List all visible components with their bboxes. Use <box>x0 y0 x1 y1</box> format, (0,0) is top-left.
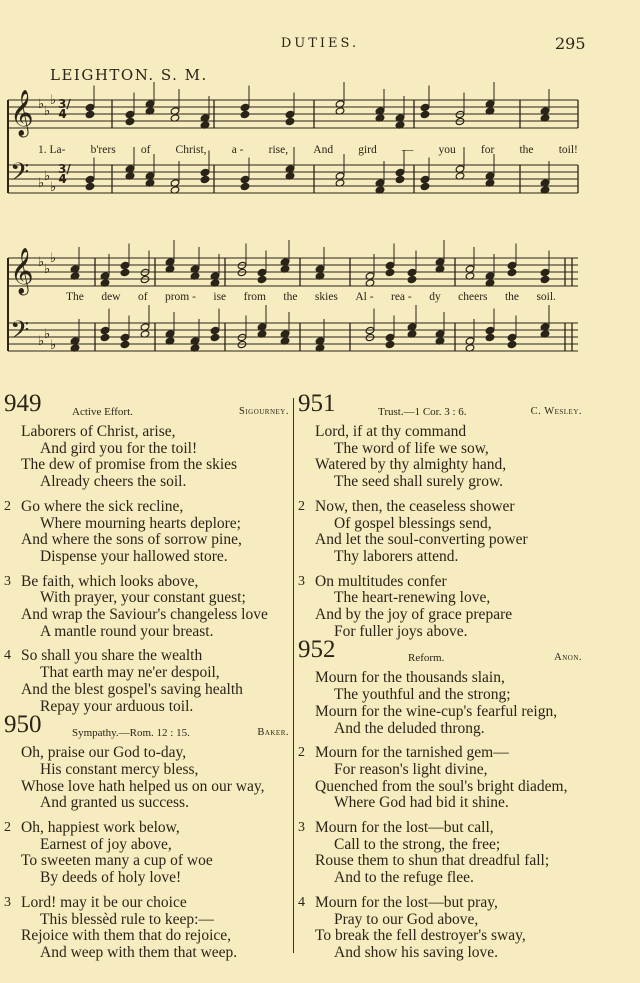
verse-line: And to the refuge flee. <box>334 869 474 887</box>
note-head <box>285 117 295 125</box>
note-head <box>125 117 135 125</box>
verse-line: Pray to our God above, <box>334 910 479 928</box>
verse-line: To sweeten many a cup of woe <box>21 852 213 870</box>
flat-icon: ♭ <box>50 338 57 353</box>
stanza <box>4 574 289 641</box>
lyric-syllable: cheers <box>458 291 488 303</box>
note-head <box>200 175 210 183</box>
stanza-number: 3 <box>298 820 305 836</box>
note-head <box>285 110 295 118</box>
note-head <box>100 326 110 334</box>
note-head <box>210 326 220 334</box>
flat-icon: ♭ <box>50 180 57 195</box>
lyric-syllable: skies <box>314 291 338 303</box>
verse-line: And let the soul-converting power <box>315 531 528 549</box>
stanza <box>4 745 289 812</box>
treble-clef-icon: 𝄞 <box>10 248 34 294</box>
page-number: 295 <box>555 34 586 53</box>
lyric-syllable: rea - <box>391 291 412 303</box>
stanza-number: 3 <box>4 573 11 589</box>
time-signature-bass: 3/4 <box>58 162 71 186</box>
note-head <box>240 182 250 190</box>
hymn-header <box>298 636 582 670</box>
stanza-number: 2 <box>298 745 305 761</box>
note-head <box>385 333 395 341</box>
hymn-title: Sympathy.—Rom. 12 : 15. <box>72 727 190 740</box>
verse-line: And granted us success. <box>40 794 189 812</box>
note-head <box>240 175 250 183</box>
note-head <box>85 110 95 118</box>
note-head <box>125 110 135 118</box>
verse-line: Mourn for the thousands slain, <box>315 669 505 687</box>
stanza <box>4 648 289 715</box>
stanza-number: 3 <box>4 894 11 910</box>
note-head <box>85 175 95 183</box>
lyric-syllable: Al - <box>355 291 374 303</box>
hymn-952 <box>298 636 582 961</box>
lyric-syllable: for <box>480 144 495 156</box>
flat-icon: ♭ <box>50 93 57 108</box>
right-column <box>298 390 582 970</box>
lyric-syllable: the <box>519 144 534 156</box>
lyric-syllable: prom - <box>164 291 196 303</box>
verse-line: The word of life we sow, <box>334 439 489 457</box>
flat-icon: ♭ <box>44 262 51 277</box>
note-head <box>507 268 517 276</box>
left-column <box>4 390 289 970</box>
note-head <box>540 268 550 276</box>
note-head <box>385 268 395 276</box>
note-head <box>120 268 130 276</box>
stanza <box>298 820 582 887</box>
verse-line: And the blest gospel's saving health <box>21 680 243 698</box>
lyric-syllable: dy <box>429 291 441 303</box>
note-head <box>240 103 250 111</box>
stanza <box>4 424 289 491</box>
note-head <box>507 261 517 269</box>
lyrics-line-1 <box>38 144 578 156</box>
verse-line: By deeds of holy love! <box>40 869 182 887</box>
verse-line: And gird you for the toil! <box>40 439 198 457</box>
verse-line: Mourn for the lost—but pray, <box>315 893 498 911</box>
verse-line: Lord, if at thy command <box>315 423 467 440</box>
note-head <box>420 182 430 190</box>
lyric-syllable: 1. La- <box>38 144 66 156</box>
hymn-title: Trust.—1 Cor. 3 : 6. <box>378 406 467 418</box>
hymn-author: Sigourney. <box>238 406 289 417</box>
verse-line: For fuller joys above. <box>334 622 468 640</box>
lyric-syllable: Christ, <box>175 144 207 156</box>
note-head <box>540 275 550 283</box>
verse-line: Already cheers the soil. <box>40 473 187 491</box>
bass-clef-icon: 𝄢 <box>10 158 30 193</box>
column-divider <box>293 398 294 953</box>
verse-line: To break the fell destroyer's sway, <box>315 927 526 945</box>
note-head <box>485 333 495 341</box>
note-head <box>257 275 267 283</box>
lyric-syllable: you <box>438 144 456 156</box>
verse-line: The heart-renewing love, <box>334 589 491 607</box>
verse-line: Mourn for the wine-cup's fearful reign, <box>315 702 558 720</box>
note-head <box>120 261 130 269</box>
note-head <box>257 268 267 276</box>
stanza-number: 2 <box>4 498 11 514</box>
verse-line: Quenched from the soul's bright diadem, <box>315 777 568 795</box>
verse-line: Mourn for the lost—but call, <box>315 819 494 837</box>
flat-icon: ♭ <box>38 334 45 349</box>
running-title: DUTIES. <box>280 36 360 51</box>
hymn-951 <box>298 390 582 640</box>
verse-line: Laborers of Christ, arise, <box>21 423 176 440</box>
verse-line: Repay your arduous toil. <box>40 697 194 715</box>
treble-clef-icon: 𝄞 <box>10 90 34 136</box>
stanza <box>298 424 582 491</box>
note-head <box>385 340 395 348</box>
verse-line: The seed shall surely grow. <box>334 473 504 491</box>
verse-line: And weep with them that weep. <box>40 943 238 961</box>
verse-line: Rejoice with them that do rejoice, <box>21 927 232 945</box>
note-head <box>120 340 130 348</box>
lyric-syllable: ise <box>213 291 227 303</box>
note-head <box>85 182 95 190</box>
note-head <box>420 103 430 111</box>
verse-line: The dew of promise from the skies <box>21 456 238 474</box>
verse-line: Be faith, which looks above, <box>21 572 199 590</box>
verse-line: Dispense your hallowed store. <box>40 547 228 565</box>
lyric-syllable: from <box>243 291 266 303</box>
note-head <box>407 275 417 283</box>
verse-line: And the deluded throng. <box>334 719 485 737</box>
stanza <box>4 895 289 962</box>
hymn-header <box>298 390 582 424</box>
verse-line: Whose love hath helped us on our way, <box>21 777 265 795</box>
verse-line: Watered by thy almighty hand, <box>315 456 507 474</box>
stanza-number: 2 <box>298 498 305 514</box>
music-score <box>0 0 640 380</box>
lyric-syllable: rise, <box>268 144 289 156</box>
note-head <box>200 168 210 176</box>
hymn-author: Anon. <box>554 652 582 664</box>
verse-line: Oh, happiest work below, <box>21 819 180 837</box>
verse-line: Rouse them to shun that dreadful fall; <box>315 852 550 870</box>
verse-line: And where the sons of sorrow pine, <box>21 531 242 549</box>
note-head <box>395 175 405 183</box>
hymn-949 <box>4 390 289 715</box>
verse-line: On multitudes confer <box>315 572 447 590</box>
note-head <box>85 103 95 111</box>
note-head <box>100 333 110 341</box>
verse-line: That earth may ne'er despoil, <box>40 664 220 682</box>
lyric-syllable: dew <box>101 291 121 303</box>
time-signature-treble: 3/4 <box>58 97 71 121</box>
verse-line: A mantle round your breast. <box>40 622 214 640</box>
lyric-syllable: gird <box>358 144 377 156</box>
hymn-number: 950 <box>4 711 42 739</box>
lyric-syllable: soil. <box>536 291 556 303</box>
stanza-number: 3 <box>298 573 305 589</box>
stanza <box>298 745 582 812</box>
hymn-number: 951 <box>298 390 336 417</box>
note-head <box>210 333 220 341</box>
verse-line: With prayer, your constant guest; <box>40 589 246 607</box>
verse-line: This blessèd rule to keep:— <box>40 910 214 928</box>
tune-name: LEIGHTON. S. M. <box>50 66 208 84</box>
hymn-number: 952 <box>298 636 336 664</box>
lyric-syllable: And <box>313 144 334 156</box>
note-head <box>120 333 130 341</box>
lyric-syllable: the <box>283 291 298 303</box>
verse-line: Of gospel blessings send, <box>334 514 492 532</box>
note-head <box>420 175 430 183</box>
verse-line: So shall you share the wealth <box>21 647 203 665</box>
verse-line: Where mourning hearts deplore; <box>40 514 241 532</box>
lyric-syllable: of <box>140 144 151 156</box>
note-head <box>385 261 395 269</box>
stanza <box>298 670 582 737</box>
note-head <box>420 110 430 118</box>
stanza-number: 2 <box>4 820 11 836</box>
verse-line: Oh, praise our God to-day, <box>21 744 187 762</box>
hymn-author: Baker. <box>257 727 289 739</box>
hymn-header <box>4 711 289 745</box>
hymn-title: Reform. <box>408 652 445 665</box>
flat-icon: ♭ <box>38 255 45 270</box>
verse-line: Mourn for the tarnished gem— <box>315 744 509 762</box>
verse-line: His constant mercy bless, <box>40 760 199 778</box>
lyric-syllable: b'rers <box>90 144 116 156</box>
flat-icon: ♭ <box>50 251 57 266</box>
verse-line: For reason's light divine, <box>334 760 488 778</box>
hymn-author: C. Wesley. <box>530 406 582 417</box>
stanza <box>4 499 289 566</box>
verse-line: Earnest of joy above, <box>40 835 172 853</box>
stanza <box>298 499 582 566</box>
verse-line: Call to the strong, the free; <box>334 835 501 853</box>
hymn-title: Active Effort. <box>72 406 133 418</box>
bass-clef-icon: 𝄢 <box>10 316 30 351</box>
verse-line: Lord! may it be our choice <box>21 893 187 911</box>
flat-icon: ♭ <box>44 327 51 342</box>
stanza <box>298 574 582 641</box>
verse-line: Where God had bid it shine. <box>334 794 509 812</box>
flat-icon: ♭ <box>44 104 51 119</box>
flat-icon: ♭ <box>38 97 45 112</box>
note-head <box>240 110 250 118</box>
hymn-header <box>4 390 289 424</box>
verse-line: Go where the sick recline, <box>21 497 184 515</box>
verse-line: The youthful and the strong; <box>334 686 511 704</box>
verse-line: Thy laborers attend. <box>334 547 459 565</box>
note-head <box>407 268 417 276</box>
stanza <box>298 895 582 962</box>
note-head <box>395 168 405 176</box>
verse-line: And show his saving love. <box>334 943 499 961</box>
lyric-syllable: — <box>401 144 414 156</box>
note-head <box>485 326 495 334</box>
verse-line: And by the joy of grace prepare <box>315 606 513 624</box>
stanza-number: 4 <box>4 648 11 664</box>
lyric-syllable: of <box>137 291 148 303</box>
lyrics-line-2 <box>66 291 556 303</box>
note-head <box>507 340 517 348</box>
lyric-syllable: toil! <box>558 144 578 156</box>
hymn-number: 949 <box>4 390 42 417</box>
flat-icon: ♭ <box>38 176 45 191</box>
verse-line: And wrap the Saviour's changeless love <box>21 606 268 624</box>
note-head <box>507 333 517 341</box>
hymn-950 <box>4 711 289 961</box>
stanza <box>4 820 289 887</box>
stanza-number: 4 <box>298 894 305 910</box>
lyric-syllable: The <box>66 291 84 303</box>
lyric-syllable: the <box>504 291 519 303</box>
lyric-syllable: a - <box>231 144 244 156</box>
flat-icon: ♭ <box>44 169 51 184</box>
verse-line: Now, then, the ceaseless shower <box>315 497 515 515</box>
